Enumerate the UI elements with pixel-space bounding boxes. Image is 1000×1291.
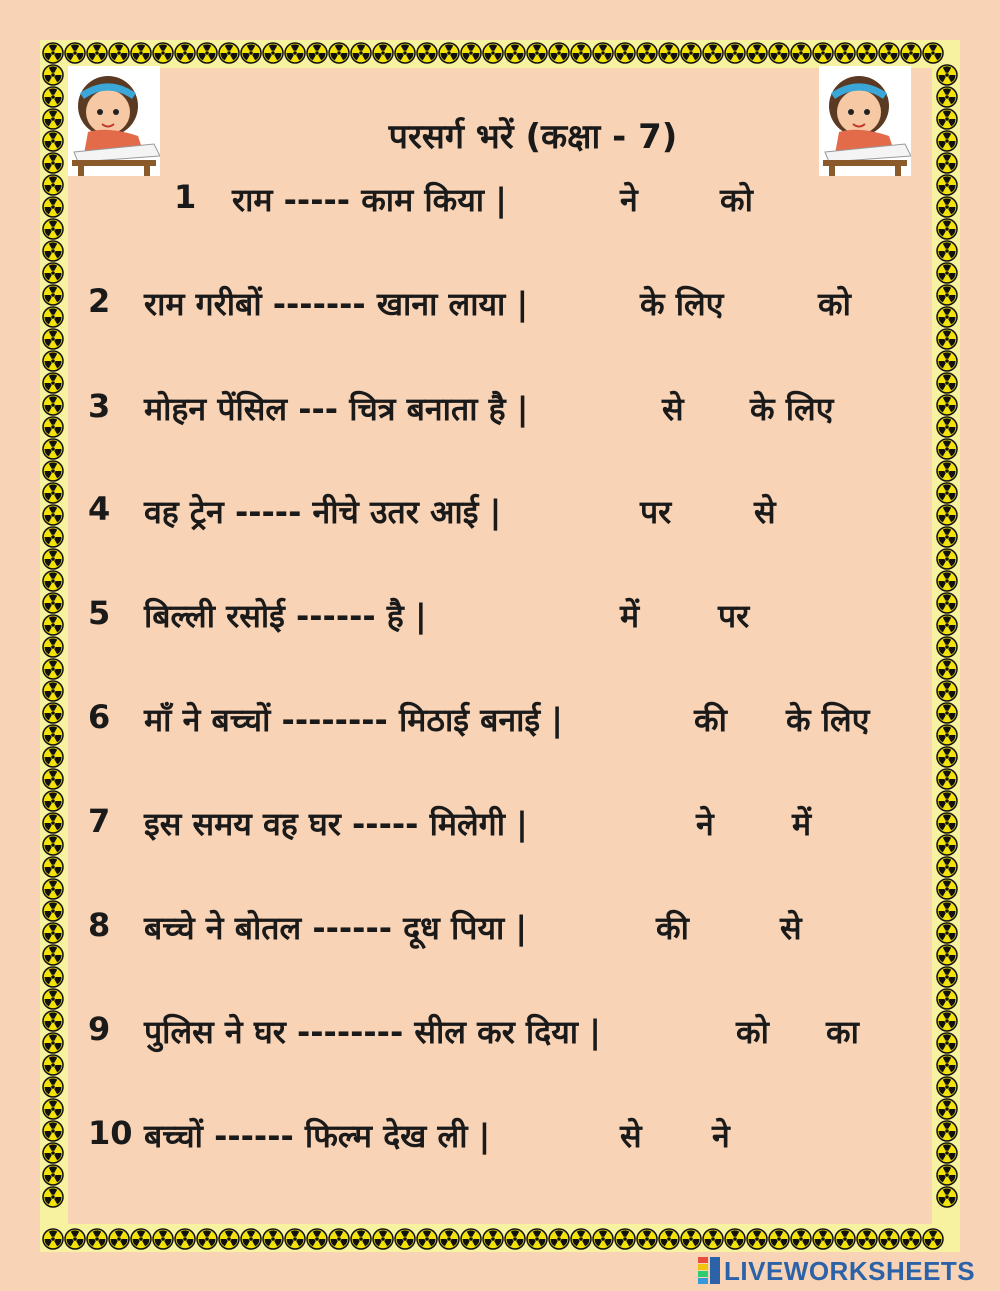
radiation-symbol [937,351,957,371]
radiation-symbol [527,43,547,63]
radiation-symbol [937,329,957,349]
question-2 [0,282,1000,332]
question-8 [0,906,1000,956]
question-number: 3 [88,387,111,425]
answer-option-2[interactable]: से [754,493,776,531]
radiation-symbol [923,43,943,63]
radiation-symbol [505,43,525,63]
radiation-symbol [937,263,957,283]
radiation-symbol [769,43,789,63]
question-sentence: बच्चे ने बोतल ------ दूध पिया | [144,909,528,947]
answer-option-2[interactable]: पर [718,597,750,635]
radiation-symbol [417,1229,437,1249]
question-number: 5 [88,594,111,632]
radiation-symbol [879,1229,899,1249]
question-number: 9 [88,1010,111,1048]
worksheet-title: परसर्ग भरें (कक्षा - 7) [388,117,678,157]
radiation-symbol [197,1229,217,1249]
question-number: 4 [88,490,111,528]
question-number: 1 [174,178,197,216]
question-3 [0,387,1000,437]
radiation-symbol [937,439,957,459]
question-10 [0,1114,1000,1164]
answer-option-1[interactable]: से [620,1117,642,1155]
radiation-symbol [43,967,63,987]
question-number: 10 [88,1114,133,1152]
radiation-symbol [703,43,723,63]
radiation-symbol [461,1229,481,1249]
radiation-symbol [43,439,63,459]
radiation-symbol [879,43,899,63]
answer-option-2[interactable]: का [826,1013,859,1051]
question-9 [0,1010,1000,1060]
radiation-symbol [351,1229,371,1249]
radiation-symbol [307,43,327,63]
answer-option-2[interactable]: के लिए [750,390,834,428]
radiation-symbol [549,1229,569,1249]
radiation-symbol [835,43,855,63]
liveworksheets-logo-icon [698,1257,720,1285]
radiation-symbol [835,1229,855,1249]
brand-name: LIVEWORKSHEETS [724,1255,976,1286]
radiation-symbol [747,43,767,63]
radiation-symbol [43,1077,63,1097]
radiation-symbol [615,1229,635,1249]
radiation-symbol [703,1229,723,1249]
radiation-symbol [153,1229,173,1249]
radiation-symbol [937,659,957,679]
radiation-symbol [109,1229,129,1249]
radiation-symbol [439,43,459,63]
answer-option-1[interactable]: से [662,390,684,428]
question-sentence: राम गरीबों ------- खाना लाया | [144,285,529,323]
radiation-symbol [923,1229,943,1249]
question-sentence: पुलिस ने घर -------- सील कर दिया | [144,1013,601,1051]
question-6 [0,698,1000,748]
radiation-symbol [131,43,151,63]
radiation-symbol [937,461,957,481]
radiation-symbol [131,1229,151,1249]
radiation-symbol [937,769,957,789]
radiation-symbol [351,43,371,63]
radiation-symbol [43,461,63,481]
question-5 [0,594,1000,644]
radiation-symbol [43,263,63,283]
radiation-symbol [461,43,481,63]
radiation-symbol [219,1229,239,1249]
answer-option-1[interactable]: के लिए [640,285,724,323]
radiation-symbol [483,1229,503,1249]
liveworksheets-brand[interactable] [698,1256,975,1286]
radiation-symbol [937,879,957,899]
answer-option-1[interactable]: की [694,701,727,739]
radiation-symbol [937,747,957,767]
radiation-symbol [373,1229,393,1249]
answer-option-1[interactable]: पर [640,493,672,531]
radiation-symbol [43,989,63,1009]
radiation-symbol [637,43,657,63]
radiation-symbol [285,1229,305,1249]
radiation-symbol [571,1229,591,1249]
radiation-symbol [901,1229,921,1249]
radiation-symbol [329,43,349,63]
radiation-symbol [439,1229,459,1249]
question-number: 2 [88,282,111,320]
answer-option-1[interactable]: ने [620,181,638,219]
answer-option-2[interactable]: के लिए [786,701,870,739]
radiation-symbol [615,43,635,63]
radiation-symbol [241,1229,261,1249]
radiation-symbol [791,1229,811,1249]
radiation-symbol [65,1229,85,1249]
radiation-symbol [813,43,833,63]
radiation-symbol [263,1229,283,1249]
radiation-symbol [769,1229,789,1249]
radiation-symbol [43,1187,63,1207]
radiation-symbol [175,43,195,63]
radiation-symbol [857,43,877,63]
answer-option-2[interactable]: से [780,909,802,947]
radiation-symbol [681,1229,701,1249]
answer-option-2[interactable]: को [818,285,851,323]
radiation-symbol [329,1229,349,1249]
radiation-symbol [263,43,283,63]
question-7 [0,802,1000,852]
radiation-symbol [725,43,745,63]
radiation-symbol [285,43,305,63]
radiation-symbol [937,87,957,107]
question-sentence: बच्चों ------ फिल्म देख ली | [144,1117,491,1155]
radiation-symbol [43,241,63,261]
question-sentence: राम ----- काम किया | [232,181,507,219]
radiation-symbol [813,1229,833,1249]
radiation-symbol [43,571,63,591]
radiation-symbol [395,1229,415,1249]
radiation-symbol [43,659,63,679]
question-4 [0,490,1000,540]
question-sentence: इस समय वह घर ----- मिलेगी | [144,805,528,843]
radiation-symbol [659,43,679,63]
question-sentence: बिल्ली रसोई ------ है | [144,597,427,635]
question-sentence: माँ ने बच्चों -------- मिठाई बनाई | [144,701,563,739]
answer-option-2[interactable]: ने [712,1117,730,1155]
radiation-symbol [241,43,261,63]
question-sentence: वह ट्रेन ----- नीचे उतर आई | [144,493,502,531]
radiation-symbol [87,1229,107,1249]
radiation-symbol [43,351,63,371]
question-number: 6 [88,698,111,736]
radiation-symbol [483,43,503,63]
radiation-symbol [549,43,569,63]
radiation-symbol [43,65,63,85]
radiation-symbol [43,747,63,767]
radiation-symbol [791,43,811,63]
radiation-symbol [175,1229,195,1249]
radiation-symbol [43,1165,63,1185]
radiation-symbol [593,1229,613,1249]
radiation-symbol [725,1229,745,1249]
radiation-symbol [43,43,63,63]
radiation-symbol [527,1229,547,1249]
radiation-symbol [937,967,957,987]
radiation-symbol [197,43,217,63]
radiation-symbol [43,1229,63,1249]
answer-option-1[interactable]: में [620,597,640,635]
answer-option-2[interactable]: में [792,805,812,843]
radiation-symbol [937,65,957,85]
radiation-symbol [681,43,701,63]
radiation-symbol [43,329,63,349]
radiation-symbol [901,43,921,63]
radiation-symbol [937,571,957,591]
radiation-symbol [307,1229,327,1249]
radiation-symbol [857,1229,877,1249]
radiation-symbol [87,43,107,63]
radiation-symbol [937,857,957,877]
radiation-symbol [747,1229,767,1249]
radiation-symbol [571,43,591,63]
radiation-symbol [937,1187,957,1207]
radiation-symbol [937,1077,957,1097]
radiation-symbol [373,43,393,63]
radiation-symbol [43,879,63,899]
radiation-symbol [937,1165,957,1185]
answer-option-1[interactable]: ने [696,805,714,843]
radiation-symbol [505,1229,525,1249]
radiation-symbol [43,769,63,789]
radiation-symbol [937,241,957,261]
radiation-symbol [937,989,957,1009]
question-number: 7 [88,802,111,840]
answer-option-1[interactable]: को [736,1013,769,1051]
radiation-symbol [593,43,613,63]
answer-option-1[interactable]: की [656,909,689,947]
radiation-symbol [417,43,437,63]
answer-option-2[interactable]: को [720,181,753,219]
radiation-symbol [43,857,63,877]
radiation-symbol [109,43,129,63]
radiation-symbol [937,549,957,569]
question-1 [0,178,1000,228]
radiation-symbol [637,1229,657,1249]
question-number: 8 [88,906,111,944]
radiation-symbol [659,1229,679,1249]
radiation-symbol [65,43,85,63]
radiation-symbol [395,43,415,63]
radiation-symbol [43,549,63,569]
question-sentence: मोहन पेंसिल --- चित्र बनाता है | [144,390,529,428]
radiation-symbol [219,43,239,63]
radiation-symbol [153,43,173,63]
radiation-symbol [43,87,63,107]
